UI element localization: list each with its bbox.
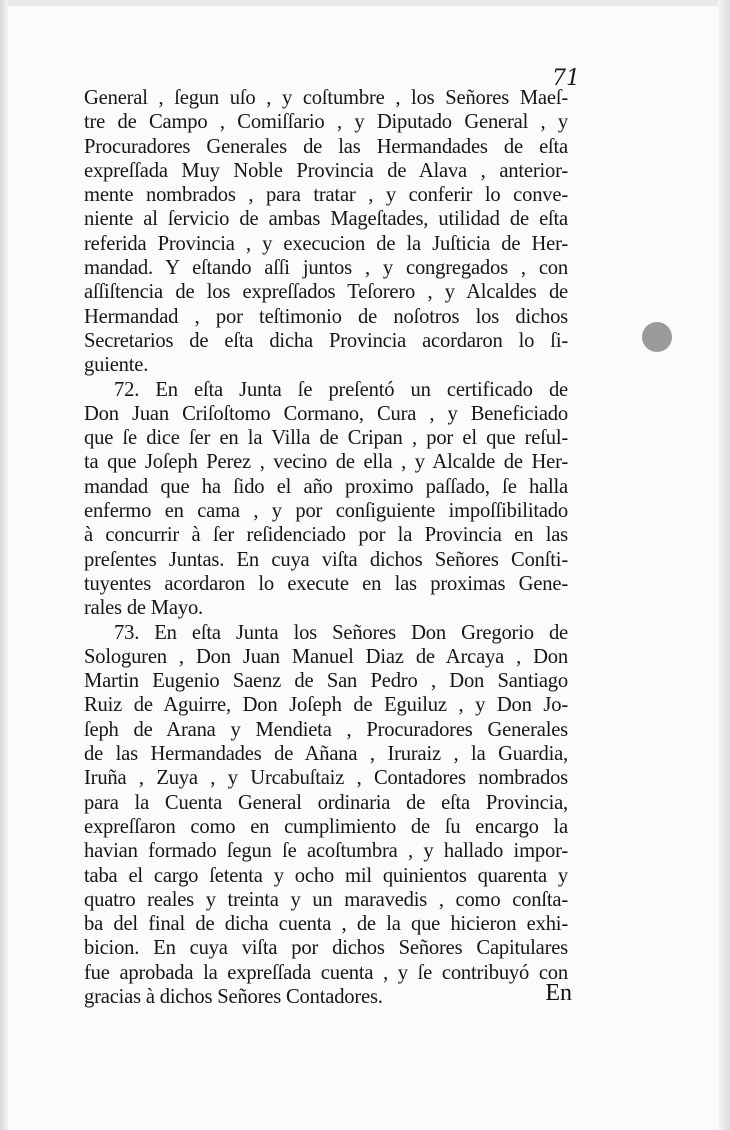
text-line: mandad. Y eſtando aſſi juntos , y congregados , con <box>84 257 568 280</box>
text-line: 72. En eſta Junta ſe preſentó un certificado de <box>114 378 568 401</box>
paper-hole-mark <box>642 322 672 352</box>
text-line: Martin Eugenio Saenz de San Pedro , Don Santiago <box>84 670 568 693</box>
text-line: guiente. <box>84 354 149 377</box>
text-line: referida Provincia , y execucion de la Juſticia de Her- <box>84 232 568 255</box>
text-line: expreſſaron como en cumplimiento de ſu encargo la <box>84 815 568 838</box>
text-line: enfermo en cama , y por conſiguiente impoſſibilitado <box>84 500 568 523</box>
text-line: ta que Joſeph Perez , vecino de ella , y Alcalde de Her- <box>84 451 568 474</box>
text-line: ſeph de Arana y Mendieta , Procuradores Generales <box>84 718 568 741</box>
paragraph-intro <box>84 86 568 378</box>
page-edge-left <box>0 0 8 1130</box>
page-edge-right <box>718 0 730 1130</box>
text-line: que ſe dice ſer en la Villa de Cripan , por el que reſul- <box>84 427 568 450</box>
text-line: taba el cargo ſetenta y ocho mil quinientos quarenta y <box>84 864 568 887</box>
text-line: Ruiz de Aguirre, Don Joſeph de Eguiluz , y Don Jo- <box>84 694 568 717</box>
text-line: Sologuren , Don Juan Manuel Diaz de Arcaya , Don <box>84 645 568 668</box>
text-line: Secretarios de eſta dicha Provincia acordaron lo ſi- <box>84 329 568 352</box>
text-line: Don Juan Criſoſtomo Cormano, Cura , y Beneficiado <box>84 402 568 425</box>
text-line: aſſiſtencia de los expreſſados Teſorero , y Alcaldes de <box>84 281 568 304</box>
text-line: tre de Campo , Comiſſario , y Diputado General , y <box>84 111 568 134</box>
text-line: rales de Mayo. <box>84 597 204 620</box>
text-line: à concurrir à ſer reſidenciado por la Provincia en las <box>84 524 568 547</box>
text-line: expreſſada Muy Noble Provincia de Alava , anterior- <box>84 159 568 182</box>
text-line: Procuradores Generales de las Hermandades de eſta <box>84 135 568 158</box>
text-line: quatro reales y treinta y un maravedis , como conſta- <box>84 888 568 911</box>
text-line: niente al ſervicio de ambas Mageſtades, utilidad de eſta <box>84 208 568 231</box>
paragraph-73 <box>84 621 568 1010</box>
text-line: preſentes Juntas. En cuya viſta dichos Señores Conſti- <box>84 548 568 571</box>
paragraph-72 <box>84 378 568 621</box>
text-line: de las Hermandades de Añana , Iruraiz , la Guardia, <box>84 743 568 766</box>
text-line: 73. En eſta Junta los Señores Don Gregorio de <box>114 621 568 644</box>
text-line: gracias à dichos Señores Contadores. <box>84 985 383 1008</box>
catchword: En <box>545 980 572 1006</box>
text-line: mandad que ha ſido el año proximo paſſado, ſe halla <box>84 475 568 498</box>
page-number: 71 <box>552 66 580 91</box>
body-text <box>84 86 568 1009</box>
text-line: fue aprobada la expreſſada cuenta , y ſe contribuyó con <box>84 961 568 984</box>
page-edge-top <box>0 0 730 6</box>
text-line: bicion. En cuya viſta por dichos Señores Capitulares <box>84 937 568 960</box>
text-line: para la Cuenta General ordinaria de eſta Provincia, <box>84 791 568 814</box>
text-line: tuyentes acordaron lo execute en las proximas Gene- <box>84 572 568 595</box>
text-line: General , ſegun uſo , y coſtumbre , los Señores Maeſ- <box>84 87 568 109</box>
text-line: Iruña , Zuya , y Urcabuſtaiz , Contadores nombrados <box>84 767 568 790</box>
text-line: Hermandad , por teſtimonio de noſotros los dichos <box>84 305 568 328</box>
text-line: mente nombrados , para tratar , y conferir lo conve- <box>84 184 568 207</box>
text-line: havian formado ſegun ſe acoſtumbra , y hallado impor- <box>84 840 568 863</box>
text-line: ba del final de dicha cuenta , de la que hicieron exhi- <box>84 913 568 936</box>
